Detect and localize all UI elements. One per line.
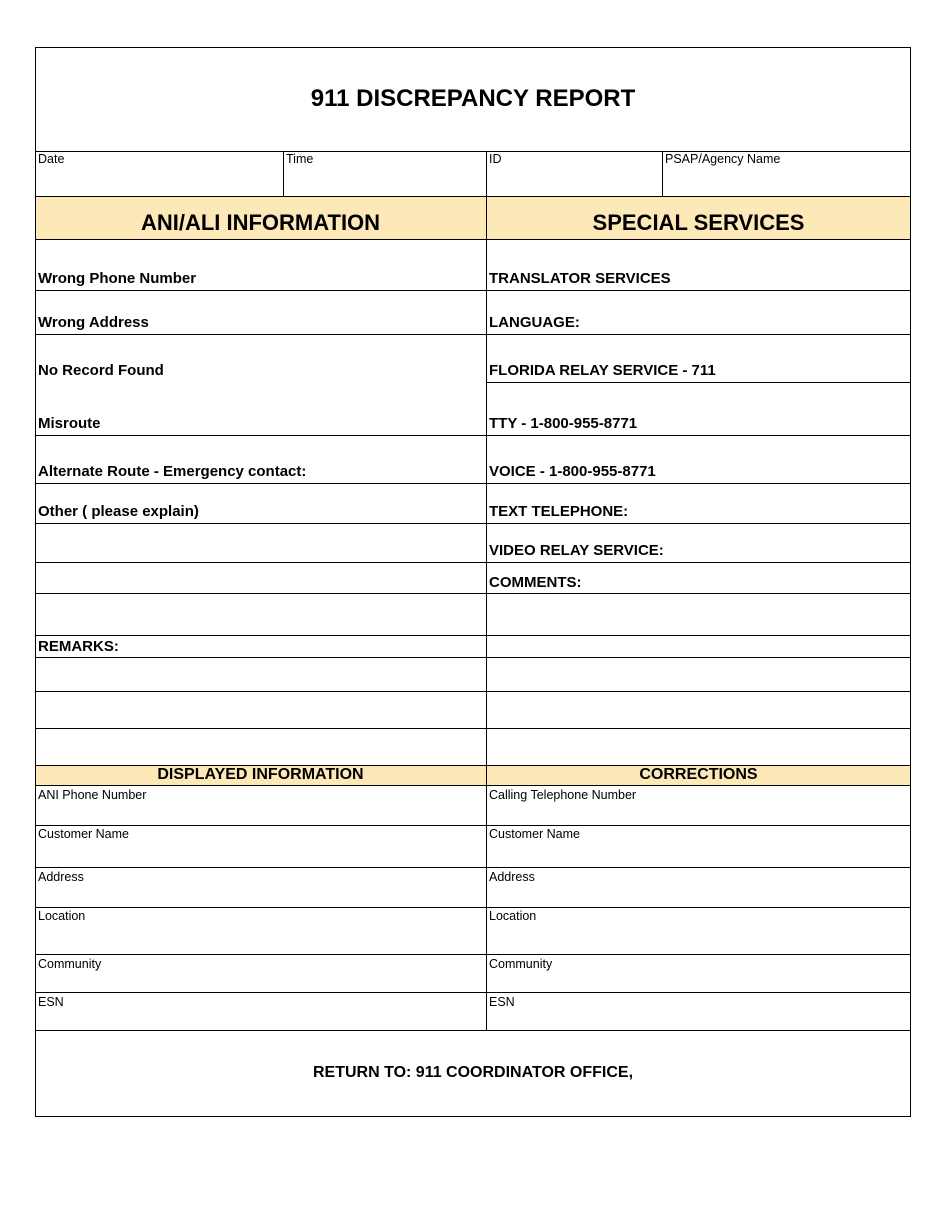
form-border (35, 47, 911, 1117)
ani-phone-number-field[interactable]: ANI Phone Number (38, 788, 147, 802)
displayed-information-heading: DISPLAYED INFORMATION (157, 766, 364, 783)
corrected-esn-field[interactable]: ESN (489, 995, 515, 1009)
divider (35, 196, 911, 197)
divider (35, 1030, 911, 1031)
divider (35, 290, 911, 291)
divider (35, 523, 911, 524)
time-field[interactable]: Time (286, 152, 314, 166)
id-field[interactable]: ID (489, 152, 502, 166)
video-relay-field[interactable]: VIDEO RELAY SERVICE: (489, 542, 664, 559)
divider (35, 334, 486, 335)
divider (486, 382, 911, 383)
ani-ali-heading: ANI/ALI INFORMATION (140, 210, 381, 235)
divider (35, 657, 911, 658)
discrepancy-report-form (35, 47, 911, 1117)
divider (35, 239, 911, 240)
remarks-label: REMARKS: (38, 638, 119, 655)
corrections-heading: CORRECTIONS (639, 766, 758, 783)
translator-services-item[interactable]: TRANSLATOR SERVICES (489, 270, 671, 287)
page-title: 911 DISCREPANCY REPORT (310, 85, 636, 112)
divider (35, 435, 911, 436)
displayed-esn-field[interactable]: ESN (38, 995, 64, 1009)
corrected-address-field[interactable]: Address (489, 870, 535, 884)
divider (35, 593, 911, 594)
other-explain-item[interactable]: Other ( please explain) (38, 503, 199, 520)
voice-item[interactable]: VOICE - 1-800-955-8771 (489, 463, 656, 480)
wrong-phone-number-item[interactable]: Wrong Phone Number (38, 270, 197, 287)
misroute-item[interactable]: Misroute (38, 415, 101, 432)
divider (35, 907, 911, 908)
column-divider (486, 151, 487, 1030)
displayed-address-field[interactable]: Address (38, 870, 84, 884)
corrected-community-field[interactable]: Community (489, 957, 553, 971)
comments-label: COMMENTS: (489, 574, 582, 591)
agency-name-field[interactable]: PSAP/Agency Name (665, 152, 781, 166)
displayed-community-field[interactable]: Community (38, 957, 102, 971)
divider (35, 728, 911, 729)
corrected-location-field[interactable]: Location (489, 909, 537, 923)
displayed-customer-name-field[interactable]: Customer Name (38, 827, 129, 841)
special-services-heading: SPECIAL SERVICES (592, 210, 805, 235)
text-telephone-field[interactable]: TEXT TELEPHONE: (489, 503, 629, 520)
corrected-customer-name-field[interactable]: Customer Name (489, 827, 580, 841)
calling-telephone-number-field[interactable]: Calling Telephone Number (489, 788, 637, 802)
divider (35, 867, 911, 868)
divider (35, 635, 911, 636)
florida-relay-item[interactable]: FLORIDA RELAY SERVICE - 711 (489, 362, 716, 379)
column-divider (662, 151, 663, 196)
alternate-route-item[interactable]: Alternate Route - Emergency contact: (38, 463, 307, 480)
return-to-text: RETURN TO: 911 COORDINATOR OFFICE, (312, 1064, 634, 1081)
divider (35, 825, 911, 826)
wrong-address-item[interactable]: Wrong Address (38, 314, 149, 331)
divider (35, 992, 911, 993)
divider (35, 785, 911, 786)
date-field[interactable]: Date (38, 152, 65, 166)
language-field[interactable]: LANGUAGE: (489, 314, 580, 331)
column-divider (283, 151, 284, 196)
no-record-found-item[interactable]: No Record Found (38, 362, 164, 379)
tty-item[interactable]: TTY - 1-800-955-8771 (489, 415, 638, 432)
divider (35, 954, 911, 955)
divider (35, 483, 911, 484)
displayed-location-field[interactable]: Location (38, 909, 86, 923)
divider (35, 562, 911, 563)
divider (35, 691, 911, 692)
